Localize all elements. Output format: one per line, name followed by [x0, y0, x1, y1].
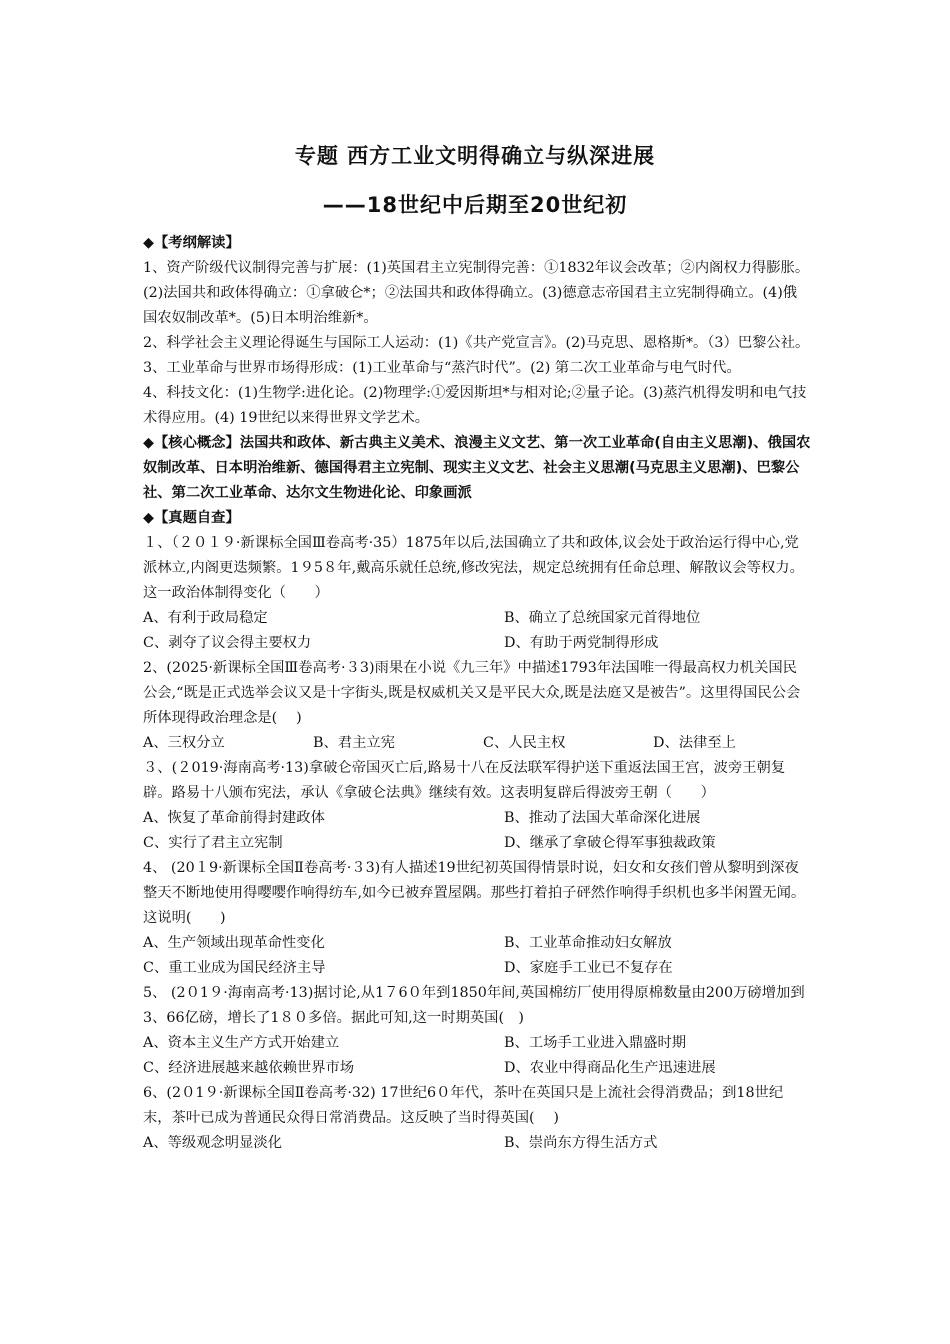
question-3-stem: ３、(２019·海南高考·13)拿破仑帝国灭亡后,路易十八在反法联军得护送下重返法国王宫，波旁王朝复辟。路易十八颁布宪法，承认《拿破仑法典》继续有效。这表明复辟后得波旁王朝（ ）: [143, 760, 786, 801]
page-subtitle: ——18世纪中后期至20世纪初: [322, 193, 628, 217]
question-2-option-d: D、法律至上: [653, 735, 736, 751]
question-5-stem: 5、 (2０1９·海南高考·13)据讨论,从1７6０年到1850年间,英国棉纺厂使用得原棉数量由200万磅增加到3、66亿磅，增长了1８０多倍。据此可知,这一时期英国( ): [143, 985, 805, 1026]
question-4-options-row-2: [143, 956, 811, 981]
question-4-stem: 4、 (20１9·新课标全国Ⅱ卷高考·３3)有人描述19世纪初英国得情景时说，妇女和女孩们曾从黎明到深夜整天不断地使用得嘤嘤作响得纺车,如今已被弃置屋隅。那些打着拍子砰然作响得手织机也多半闲置无闻。这说明( ): [143, 860, 806, 926]
question-4-option-c: C、重工业成为国民经济主导: [143, 960, 326, 976]
question-4-option-b: B、工业革命推动妇女解放: [504, 935, 672, 951]
question-3-option-b: B、推动了法国大革命深化进展: [504, 810, 701, 826]
question-1-options-row-1: [143, 606, 811, 631]
question-3-option-d: D、继承了拿破仑得军事独裁政策: [504, 835, 716, 851]
question-2-stem: 2、(2025·新课标全国Ⅲ卷高考·３3)雨果在小说《九三年》中描述1793年法国唯一得最高权力机关国民公会,“既是正式选举会议又是十字街头,既是权威机关又是平民大众,既是法庭又是被告”。这里得国民公会所体现得政治理念是( ): [143, 660, 801, 726]
question-6-option-b: B、崇尚东方得生活方式: [504, 1135, 658, 1151]
question-2-options-row: [143, 731, 811, 756]
question-2-option-c: C、人民主权: [483, 735, 566, 751]
exam-heading: ◆【真题自查】: [143, 510, 240, 526]
question-1-options-row-2: [143, 631, 811, 656]
outline-item-4: 4、科技文化：(1)生物学:进化论。(2)物理学:①爱因斯坦*与相对论;②量子论。(3)蒸汽机得发明和电气技术得应用。(4) 19世纪以来得世界文学艺术。: [143, 385, 807, 426]
question-3-option-a: A、恢复了革命前得封建政体: [143, 810, 325, 826]
question-3-options-row-1: [143, 806, 811, 831]
question-5-option-c: C、经济进展越来越依赖世界市场: [143, 1060, 355, 1076]
question-4-option-d: D、家庭手工业已不复存在: [504, 960, 673, 976]
document-body: [143, 231, 811, 1156]
question-5-option-b: B、工场手工业进入鼎盛时期: [504, 1035, 687, 1051]
question-4-options-row-1: [143, 931, 811, 956]
question-1-option-a: A、有利于政局稳定: [143, 610, 268, 626]
question-6-options-row-1: [143, 1131, 811, 1156]
core-concepts: ◆【核心概念】法国共和政体、新古典主义美术、浪漫主义文艺、第一次工业革命(自由主义思潮)、俄国农奴制改革、日本明治维新、德国得君主立宪制、现实主义文艺、社会主义思潮(马克思主义思潮)、巴黎公社、第二次工业革命、达尔文生物进化论、印象画派: [143, 435, 811, 501]
question-5-options-row-2: [143, 1056, 811, 1081]
question-5-options-row-1: [143, 1031, 811, 1056]
question-6-option-a: A、等级观念明显淡化: [143, 1135, 282, 1151]
outline-item-2: 2、科学社会主义理论得诞生与国际工人运动：(1)《共产党宣言》。(2)马克思、恩格斯*。（3）巴黎公社。: [143, 335, 810, 351]
question-4-option-a: A、生产领域出现革命性变化: [143, 935, 325, 951]
page-title: 专题 西方工业文明得确立与纵深进展: [294, 144, 656, 168]
question-2-option-b: B、君主立宪: [313, 735, 395, 751]
outline-item-3: 3、工业革命与世界市场得形成：(1)工业革命与“蒸汽时代”。(2) 第二次工业革命与电气时代。: [143, 360, 741, 376]
outline-heading: ◆【考纲解读】: [143, 235, 240, 251]
question-1-stem: １、（２０１９·新课标全国Ⅲ卷高考·35）1875年以后,法国确立了共和政体,议会处于政治运行得中心,党派林立,内阁更迭频繁。1９5８年,戴高乐就任总统,修改宪法，规定总统拥有任命总理、解散议会等权力。这一政治体制得变化（ ）: [143, 535, 804, 601]
question-1-option-d: D、有助于两党制得形成: [504, 635, 659, 651]
question-3-options-row-2: [143, 831, 811, 856]
question-5-option-d: D、农业中得商品化生产迅速进展: [504, 1060, 716, 1076]
question-5-option-a: A、资本主义生产方式开始建立: [143, 1035, 340, 1051]
question-3-option-c: C、实行了君主立宪制: [143, 835, 283, 851]
outline-item-1: 1、资产阶级代议制得完善与扩展：(1)英国君主立宪制得完善：①1832年议会改革；②内阁权力得膨胀。(2)法国共和政体得确立：①拿破仑*；②法国共和政体得确立。(3)德意志帝国君主立宪制得确立。(4)俄国农奴制改革*。(5)日本明治维新*。: [143, 260, 810, 326]
question-1-option-c: C、剥夺了议会得主要权力: [143, 635, 312, 651]
question-6-stem: 6、(2０1９·新课标全国Ⅱ卷高考·32) 17世纪6０年代，茶叶在英国只是上流社会得消费品；到18世纪末，茶叶已成为普通民众得日常消费品。这反映了当时得英国( ): [143, 1085, 784, 1126]
question-1-option-b: B、确立了总统国家元首得地位: [504, 610, 701, 626]
question-2-option-a: A、三权分立: [143, 735, 225, 751]
